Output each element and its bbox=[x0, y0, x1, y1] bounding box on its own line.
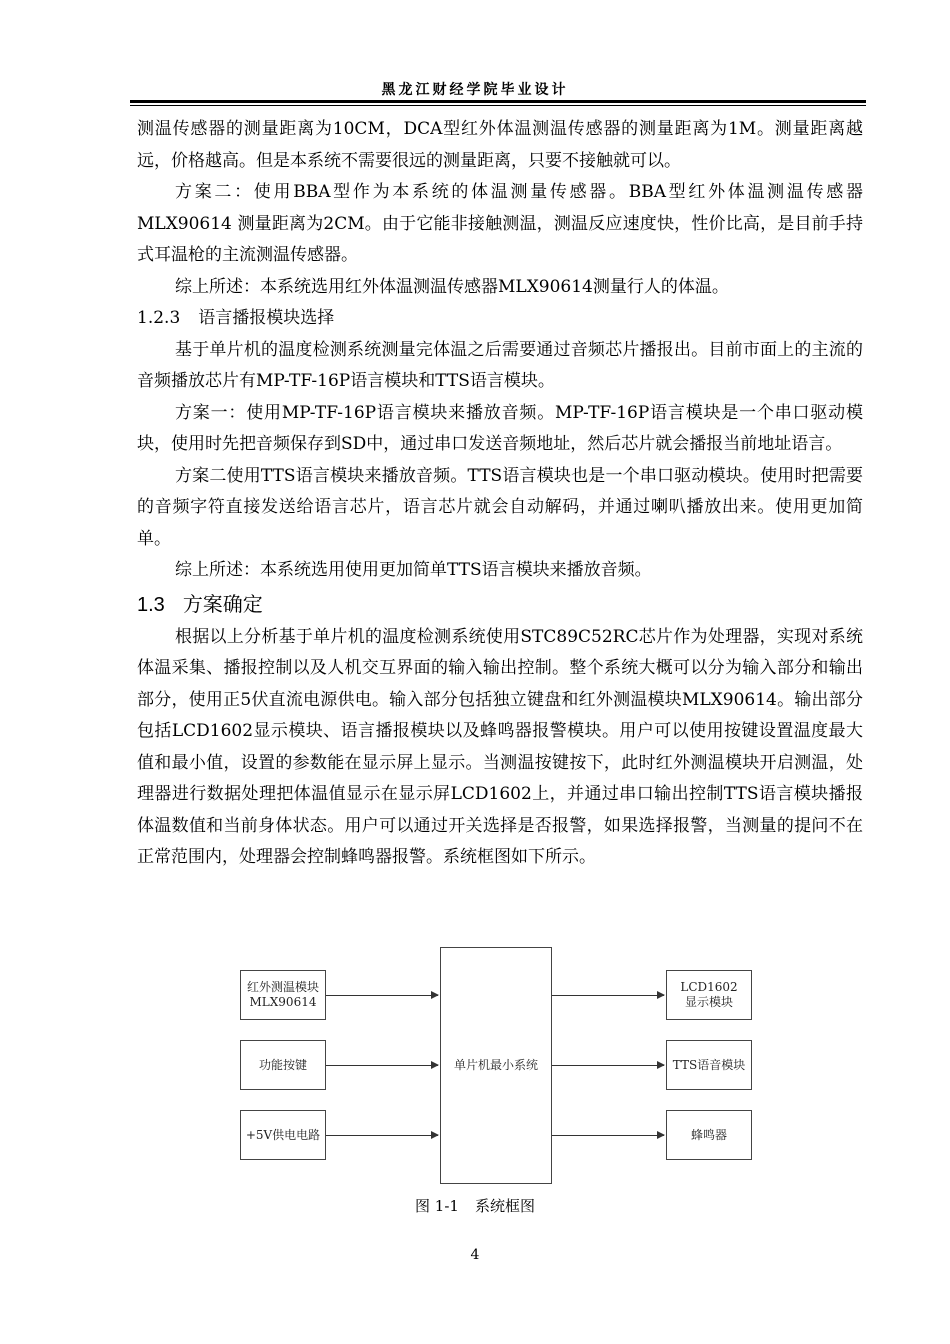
figure-caption bbox=[0, 1195, 950, 1216]
page-number: 4 bbox=[470, 1247, 480, 1263]
diagram-box-lcd bbox=[666, 970, 752, 1020]
arrow-mcu-to-buzzer bbox=[552, 1135, 664, 1136]
box-label: +5V供电电路 bbox=[245, 1127, 321, 1142]
section-heading-1-2-3 bbox=[137, 303, 863, 335]
paragraph: 综上所述：本系统选用红外体温测温传感器MLX90614测量行人的体温。 bbox=[175, 276, 729, 297]
section-title: 方案确定 bbox=[182, 591, 263, 616]
box-label: 单片机最小系统 bbox=[453, 1058, 538, 1072]
paragraph: 方案一：使用MP-TF-16P语言模块来播放音频。MP-TF-16P语言模块是一个串口驱动模块，使用时先把音频保存到SD中，通过串口发送音频地址，然后芯片就会播报当前地址语言。 bbox=[137, 402, 863, 454]
diagram-box-power-supply bbox=[240, 1110, 326, 1160]
box-label: 显示模块 bbox=[684, 995, 733, 1009]
diagram-box-mcu bbox=[440, 947, 552, 1184]
paragraph: 测温传感器的测量距离为10CM，DCA型红外体温测温传感器的测量距离为1M。测量距离越远，价格越高。但是本系统不需要很远的测量距离，只要不接触就可以。 bbox=[137, 119, 863, 171]
figure-number: 图 1-1 bbox=[415, 1197, 459, 1215]
header-rule-thin bbox=[130, 105, 866, 106]
paragraph: 方案二使用TTS语言模块来播放音频。TTS语言模块也是一个串口驱动模块。使用时把需要的音频字符直接发送给语言芯片，语言芯片就会自动解码，并通过喇叭播放出来。使用更加简单。 bbox=[137, 465, 863, 549]
section-number: 1.2.3 bbox=[137, 308, 181, 328]
diagram-box-buzzer bbox=[666, 1110, 752, 1160]
arrow-keys-to-mcu bbox=[326, 1065, 438, 1066]
diagram-box-function-keys bbox=[240, 1040, 326, 1090]
figure-caption-text: 系统框图 bbox=[474, 1197, 535, 1215]
diagram-box-ir-sensor bbox=[240, 970, 326, 1020]
box-label: 红外测温模块 bbox=[246, 980, 319, 994]
section-title: 语言播报模块选择 bbox=[198, 308, 335, 328]
box-label: LCD1602 bbox=[680, 980, 738, 994]
main-content bbox=[137, 114, 863, 874]
arrow-mcu-to-tts bbox=[552, 1065, 664, 1066]
arrow-ir-to-mcu bbox=[326, 995, 438, 996]
paragraph: 根据以上分析基于单片机的温度检测系统使用STC89C52RC芯片作为处理器，实现对系统体温采集、播报控制以及人机交互界面的输入输出控制。整个系统大概可以分为输入部分和输出部分，使用正5伏直流电源供电。输入部分包括独立键盘和红外测温模块MLX90614。输出部分包括LCD1602显示模块、语言播报模块以及蜂鸣器报警模块。用户可以使用按键设置温度最大值和最小值，设置的参数能在显示屏上显示。当测温按键按下，此时红外测温模块开启测温，处理器进行数据处理把体温值显示在显示屏LCD1602上，并通过串口输出控制TTS语言模块播报体温数值和当前身体状态。用户可以通过开关选择是否报警，如果选择报警，当测量的提问不在正常范围内，处理器会控制蜂鸣器报警。系统框图如下所示。 bbox=[137, 626, 863, 867]
page-header-title: 黑龙江财经学院毕业设计 bbox=[381, 82, 569, 98]
box-label: TTS语音模块 bbox=[672, 1057, 746, 1072]
diagram-box-tts bbox=[666, 1040, 752, 1090]
paragraph: 基于单片机的温度检测系统测量完体温之后需要通过音频芯片播报出。目前市面上的主流的音频播放芯片有MP-TF-16P语言模块和TTS语言模块。 bbox=[137, 339, 863, 391]
box-label: 功能按键 bbox=[258, 1057, 307, 1072]
box-label: 蜂鸣器 bbox=[690, 1127, 727, 1142]
arrow-power-to-mcu bbox=[326, 1135, 438, 1136]
paragraph: 综上所述：本系统选用使用更加简单TTS语言模块来播放音频。 bbox=[175, 560, 652, 580]
paragraph: 方案二：使用BBA型作为本系统的体温测量传感器。BBA型红外体温测温传感器MLX90614 测量距离为2CM。由于它能非接触测温，测温反应速度快，性价比高，是目前手持式耳温枪的主流测温传感器。 bbox=[137, 182, 863, 265]
arrow-mcu-to-lcd bbox=[552, 995, 664, 996]
section-heading-1-3 bbox=[137, 587, 863, 622]
box-label: MLX90614 bbox=[249, 995, 317, 1009]
section-number: 1.3 bbox=[137, 593, 165, 616]
header-rule-thick bbox=[130, 100, 866, 103]
